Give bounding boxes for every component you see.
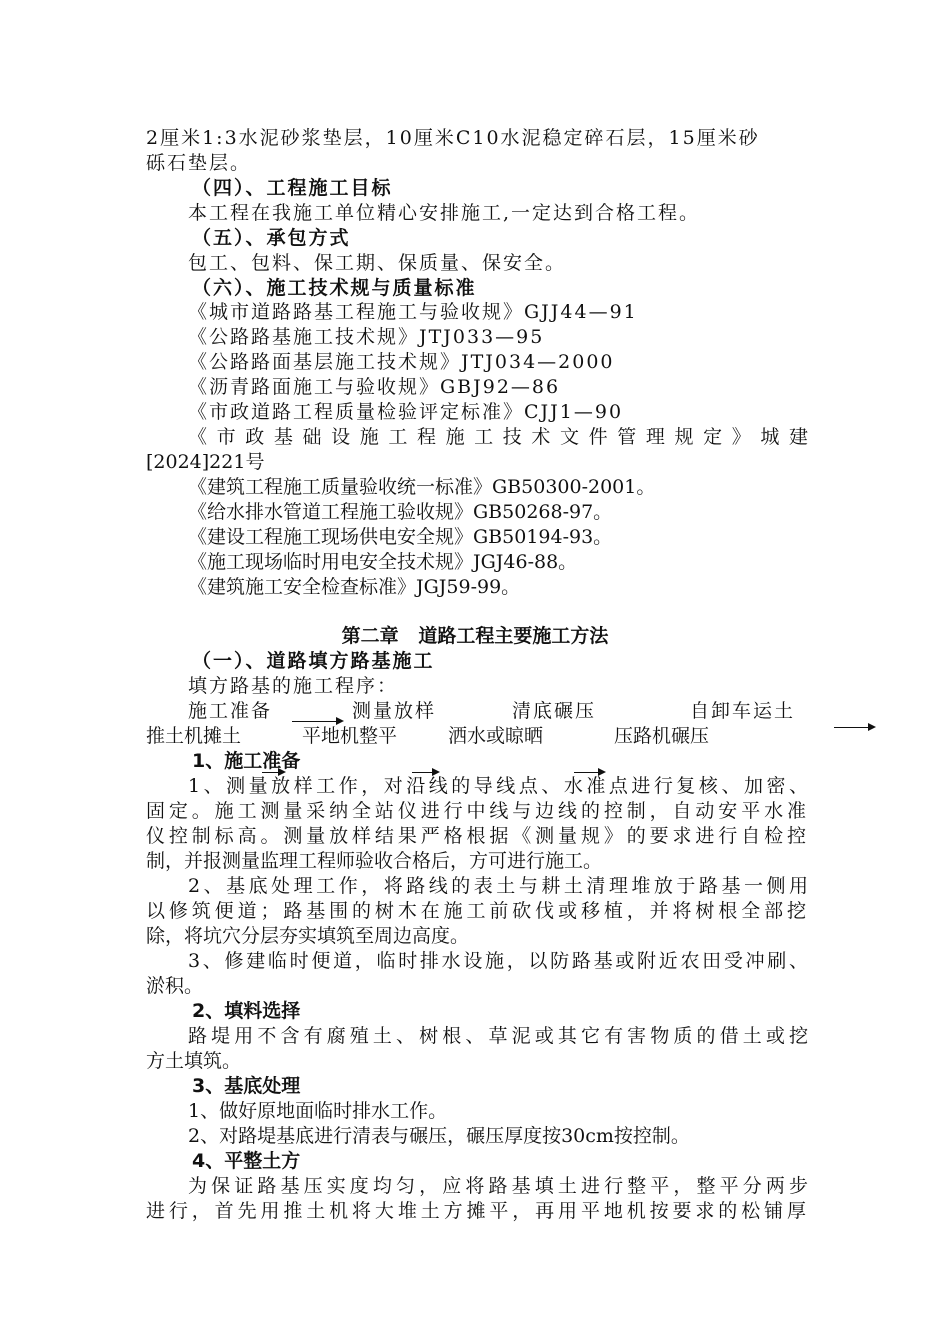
subsection-heading: 2、填料选择	[192, 1000, 301, 1022]
paragraph-line: 2、基底处理工作，将路线的表土与耕土清理堆放于路基一侧用	[188, 875, 808, 897]
standard-item: 《给水排水管道工程施工验收规》GB50268-97。	[188, 501, 613, 523]
flow-step: 测量放样	[352, 700, 437, 722]
procedure-intro: 填方路基的施工程序：	[188, 675, 399, 697]
standard-item: 《施工现场临时用电安全技术规》JGJ46-88。	[188, 551, 578, 573]
flow-step: 洒水或晾晒	[448, 725, 544, 747]
subsection-heading: 3、基底处理	[192, 1075, 301, 1097]
paragraph-line: 进行，首先用推土机将大堆土方摊平，再用平地机按要求的松铺厚	[146, 1200, 806, 1222]
chapter-title: 第二章 道路工程主要施工方法	[341, 625, 609, 647]
paragraph-line: 除，将坑穴分层夯实填筑至周边高度。	[146, 925, 470, 947]
intro-line-2: 砾石垫层。	[146, 152, 252, 174]
intro-line-1: 2厘米1:3水泥砂浆垫层，10厘米C10水泥稳定碎石层，15厘米砂	[146, 127, 760, 149]
paragraph-line: 以修筑便道；路基围的树木在施工前砍伐或移植，并将树根全部挖	[146, 900, 806, 922]
standard-item: 《公路路面基层施工技术规》JTJ034—2000	[188, 351, 615, 373]
paragraph-line: 3、修建临时便道，临时排水设施，以防路基或附近农田受冲刷、	[188, 950, 808, 972]
section-heading-4: （四）、工程施工目标	[192, 177, 393, 199]
subsection-heading: 4、平整土方	[192, 1150, 301, 1172]
section-text-4: 本工程在我施工单位精心安排施工,一定达到合格工程。	[188, 202, 701, 224]
standard-item: 《建筑工程施工质量验收统一标准》GB50300-2001。	[188, 476, 656, 498]
paragraph-line: 为保证路基压实度均匀，应将路基填土进行整平，整平分两步	[188, 1175, 808, 1197]
standard-item-long: 《市政基础设施工程施工技术文件管理规定》城建	[188, 426, 808, 448]
flow-step: 压路机碾压	[614, 725, 710, 747]
flow-step: 平地机整平	[302, 725, 398, 747]
flow-step: 清底碾压	[512, 700, 597, 722]
standard-item: 《沥青路面施工与验收规》GBJ92—86	[188, 376, 561, 398]
section-heading-5: （五）、承包方式	[192, 227, 351, 249]
flow-step: 推土机摊土	[146, 725, 242, 747]
standard-item: 《城市道路路基工程施工与验收规》GJJ44—91	[188, 301, 638, 323]
standard-item: 《建筑施工安全检查标准》JGJ59-99。	[188, 576, 521, 598]
paragraph-line: 制，并报测量监理工程师验收合格后，方可进行施工。	[146, 850, 603, 872]
standard-item-long-cont: [2024]221号	[146, 451, 265, 473]
standard-item: 《建设工程施工现场供电安全规》GB50194-93。	[188, 526, 613, 548]
list-item: 1、做好原地面临时排水工作。	[188, 1100, 448, 1122]
flow-step: 施工准备	[188, 700, 273, 722]
flow-arrow-icon	[834, 727, 874, 728]
paragraph-line: 1、测量放样工作，对沿线的导线点、水准点进行复核、加密、	[188, 775, 808, 797]
standard-item: 《市政道路工程质量检验评定标准》CJJ1—90	[188, 401, 624, 423]
paragraph-line: 固定。施工测量采纳全站仪进行中线与边线的控制，自动安平水准	[146, 800, 806, 822]
paragraph-line: 淤积。	[146, 975, 204, 997]
flow-step: 自卸车运土	[690, 700, 796, 722]
section-heading: （一）、道路填方路基施工	[192, 650, 435, 672]
paragraph-line: 方土填筑。	[146, 1050, 242, 1072]
flow-arrow-icon	[292, 721, 342, 722]
paragraph-line: 仪控制标高。测量放样结果严格根据《测量规》的要求进行自检控	[146, 825, 806, 847]
subsection-heading: 1、施工准备	[192, 750, 301, 772]
standard-item: 《公路路基施工技术规》JTJ033—95	[188, 326, 545, 348]
paragraph-line: 路堤用不含有腐殖土、树根、草泥或其它有害物质的借土或挖	[188, 1025, 808, 1047]
list-item: 2、对路堤基底进行清表与碾压，碾压厚度按30cm按控制。	[188, 1125, 690, 1147]
section-heading-6: （六）、施工技术规与质量标准	[192, 277, 477, 299]
section-text-5: 包工、包料、保工期、保质量、保安全。	[188, 252, 567, 274]
